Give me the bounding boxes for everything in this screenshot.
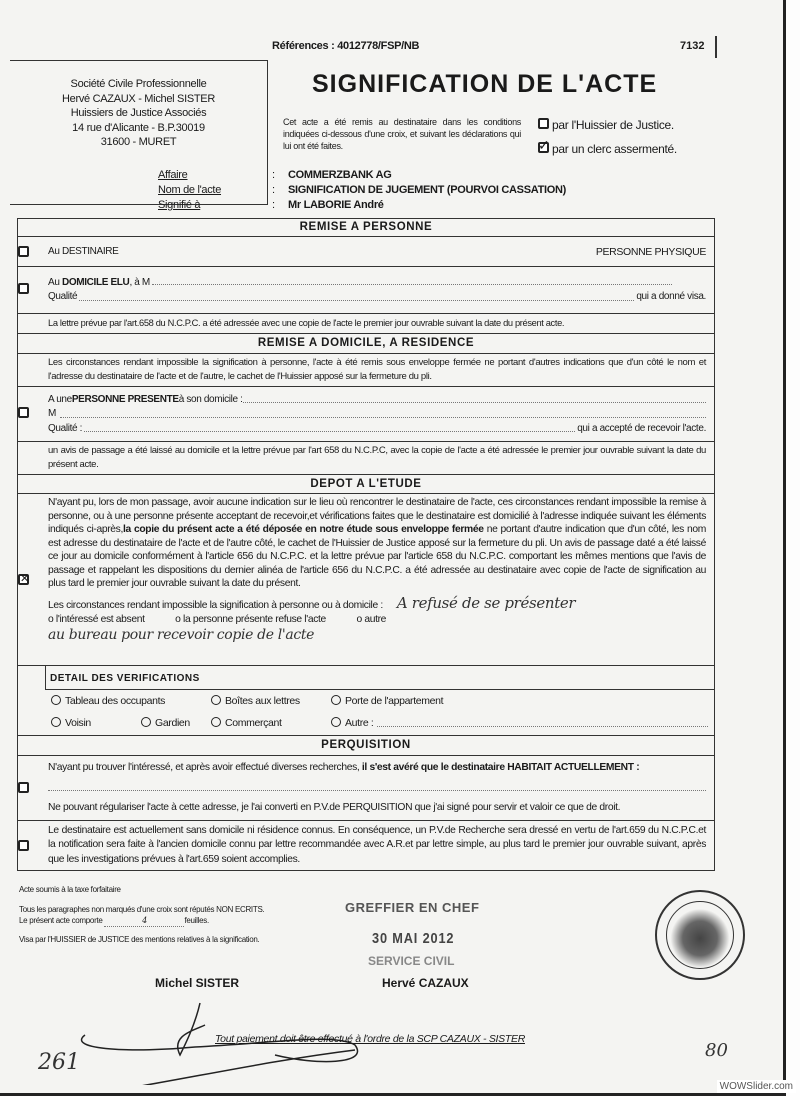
case-value: SIGNIFICATION DE JUGEMENT (POURVOI CASSATION) — [288, 184, 567, 196]
avis-passage-text: un avis de passage a été laissé au domicile et la lettre prévue par l'art 658 du N.C.P.C, avec la copie de l'acte a été adressée le premier jour ouvrable suivant la date du présent acte. — [18, 442, 714, 475]
label: PERSONNE PHYSIQUE — [595, 246, 706, 258]
checkbox[interactable] — [538, 118, 549, 129]
case-value: Mr LABORIE André — [288, 199, 384, 211]
label: Autre : — [345, 717, 374, 729]
case-info: Affaire : COMMERZBANK AG Nom de l'acte : SIGNIFICATION DE JUGEMENT (POURVOI CASSATION) Signifié à : Mr LABORIE André — [158, 169, 567, 211]
option-clerc[interactable] — [538, 137, 677, 156]
handwritten-note: A refusé de se présenter — [396, 593, 576, 612]
text: Visa par l'HUISSIER de JUSTICE des mentions relatives à la signification. — [19, 935, 260, 944]
blank-field[interactable] — [84, 422, 575, 432]
case-label: Affaire — [158, 169, 188, 181]
option-domicile-elu[interactable] — [18, 267, 714, 314]
references: Références : 4012778/FSP/NB — [272, 40, 420, 52]
signification-form — [17, 218, 715, 871]
case-label: Signifié à — [158, 199, 201, 211]
conditions-text: Cet acte a été remis au destinataire dans les conditions indiquées ci-dessous d'une croix, et suivant les déclarations qui lui ont été faites. — [283, 117, 521, 151]
text: Acte soumis à la taxe forfaitaire — [19, 885, 121, 894]
text: Le destinataire est actuellement sans domicile ni résidence connus. En conséquence, un P.V.de Recherche sera dressé en vertu de l'art.659 du N.C.P.C.et la notification sera faite à l'ancien domicile connu par lettre recommandée avec A.R.et par lettre simple, au plus tard le premier jour ouvrable suivant, après que les investigations prévues à l'art.659 soient accomplies. — [48, 825, 706, 865]
label: PERSONNE PRESENTE — [71, 394, 179, 405]
text: Ne pouvant régulariser l'acte à cette adresse, je l'ai converti en P.V.de PERQUISITION que j'ai signé pour servir et valoir ce que de droit. — [48, 801, 621, 813]
option-autre[interactable]: o autre — [356, 613, 387, 625]
blank-field[interactable] — [48, 775, 706, 791]
label: A une — [48, 394, 72, 405]
checkbox[interactable] — [18, 782, 29, 793]
section-remise-domicile: REMISE A DOMICILE, A RESIDENCE — [18, 334, 714, 354]
check-boites[interactable] — [211, 690, 331, 712]
label: à son domicile : — [178, 394, 243, 405]
depot-text — [48, 496, 706, 591]
footer-notes — [19, 884, 264, 945]
stamp-title: GREFFIER EN CHEF — [345, 900, 480, 915]
document-number: 7132 — [680, 40, 705, 52]
blank-field[interactable] — [79, 290, 634, 300]
page-title: SIGNIFICATION DE L'ACTE — [312, 70, 658, 98]
office-line: Société Civile Professionnelle — [70, 78, 207, 90]
text: Tous les paragraphes non marqués d'une croix sont réputés NON ECRITS. — [19, 905, 265, 914]
handwritten-note: au bureau pour recevoir copie de l'acte — [48, 626, 315, 643]
divider — [715, 36, 717, 58]
signer-cazaux: Hervé CAZAUX — [382, 976, 469, 990]
checkbox[interactable] — [18, 840, 29, 851]
option-depot-etude[interactable] — [18, 494, 714, 666]
blank-field[interactable] — [152, 284, 672, 285]
label: qui a accepté de recevoir l'acte. — [577, 422, 706, 434]
option-label: par l'Huissier de Justice. — [552, 118, 674, 132]
label: Boîtes aux lettres — [225, 695, 300, 707]
option-absent[interactable]: o l'intéressé est absent — [48, 613, 145, 625]
case-value: COMMERZBANK AG — [288, 169, 392, 181]
label: Voisin — [65, 717, 91, 729]
checkbox[interactable] — [18, 283, 29, 294]
case-label: Nom de l'acte — [158, 184, 222, 196]
label: M — [48, 408, 56, 420]
check-autre[interactable] — [331, 712, 373, 734]
label: DOMICILE ELU — [61, 277, 130, 288]
text: Le présent acte comporte — [19, 916, 103, 925]
circonstances-label: Les circonstances rendant impossible la signification à personne ou à domicile : — [48, 599, 383, 611]
watermark: WOWSlider.com — [717, 1080, 796, 1093]
circonstances-line — [48, 594, 706, 613]
checkbox[interactable] — [18, 407, 29, 418]
lettre-note: La lettre prévue par l'art.658 du N.C.P.C. a été adressée avec une copie de l'acte le premier jour ouvrable suivant la date du présent acte. — [18, 314, 714, 334]
option-destinataire[interactable] — [18, 237, 714, 267]
check-voisin[interactable] — [51, 712, 141, 734]
blank-field[interactable] — [60, 407, 706, 417]
option-refuse[interactable]: o la personne présente refuse l'acte — [175, 613, 326, 625]
text: la copie du présent acte a été déposée en notre étude sous enveloppe fermée — [122, 524, 484, 535]
stamp-date: 30 MAI 2012 — [372, 930, 455, 947]
check-tableau[interactable] — [51, 690, 211, 712]
office-line: 31600 - MURET — [100, 136, 177, 148]
verifications — [18, 666, 714, 736]
option-personne-presente[interactable] — [18, 387, 714, 442]
text: il s'est avéré que le destinataire HABITAIT ACTUELLEMENT : — [361, 762, 640, 773]
section-depot: DEPOT A L'ETUDE — [18, 475, 714, 494]
label: Qualité : — [48, 422, 83, 434]
option-huissier[interactable] — [538, 118, 674, 132]
circonstances-text: Les circonstances rendant impossible la signification à personne, l'acte à été remis sous enveloppe fermée ne portant d'autres indications que d'un côté le nom et l'adresse du destinataire de l'acte et de l'autre, le cachet de l'Huissier apposé sur la fermeture du pli. — [18, 354, 714, 387]
signer-sister: Michel SISTER — [155, 976, 240, 990]
option-habitait[interactable] — [18, 756, 714, 821]
text: N'ayant pu, lors de mon passage, avoir aucune indication sur le lieu où rencontrer le destinataire de l'acte, ces circonstances rendant impossible la remise à personne, ou à une personne présente acceptant de recevoir,et vérifications faites que le destinataire est domicilié à l'adresse indiquée suivant les éléments indiqués ci-après, — [48, 497, 706, 535]
label: Gardien — [155, 717, 190, 729]
option-sans-domicile[interactable] — [18, 821, 714, 871]
sheet-count: 4 — [104, 915, 184, 927]
handwritten-page-number: 261 — [38, 1050, 80, 1075]
circonstance-options — [48, 613, 706, 627]
check-porte[interactable] — [331, 695, 443, 707]
section-perquisition: PERQUISITION — [18, 736, 714, 756]
official-seal — [655, 890, 745, 980]
payment-note: Tout paiement doit être effectué à l'ordre de la SCP CAZAUX - SISTER — [215, 1033, 525, 1045]
blank-field[interactable] — [377, 712, 708, 727]
verifications-title: DETAIL DES VERIFICATIONS — [45, 666, 714, 690]
label: l'intéressé est absent — [55, 613, 145, 625]
checkbox[interactable] — [18, 246, 29, 257]
check-commercant[interactable] — [211, 712, 331, 734]
check-gardien[interactable] — [141, 712, 211, 734]
label: , à M — [129, 277, 150, 288]
label: Qualité — [48, 291, 78, 303]
office-line: 14 rue d'Alicante - B.P.30019 — [72, 121, 205, 134]
text: N'ayant pu trouver l'intéressé, et après avoir effectué diverses recherches, — [48, 762, 362, 773]
blank-field[interactable] — [243, 393, 706, 403]
label: qui a donné visa. — [636, 291, 706, 303]
office-line: Hervé CAZAUX - Michel SISTER — [62, 92, 215, 105]
checkbox-checked[interactable]: ✓ — [538, 137, 550, 153]
option-label: par un clerc assermenté. — [552, 142, 677, 156]
label: Au DESTINAIRE — [48, 246, 119, 257]
stamp-service: SERVICE CIVIL — [368, 954, 455, 968]
handwritten-number: 80 — [705, 1040, 728, 1061]
text: feuilles. — [184, 916, 209, 925]
label: autre — [364, 613, 387, 625]
label: Commerçant — [225, 717, 282, 729]
label: Au — [48, 277, 62, 288]
section-remise-personne: REMISE A PERSONNE — [18, 219, 714, 237]
text: ne portant d'autre indication que d'un côté, les nom est adresse du destinataire de l'acte et de l'autre côté, le cachet de l'Huissier de Justice apposé sur la fermeture du pli. Un avis de passage daté a été laissé ce jour au domicile conformément à l'article 656 du N.C.P.C. et la lettre prévue par l'article 658 du N.C.P.C. comportant les mêmes mentions que l'avis de passage et rappelant les dispositions du dernier alinéa de l'article 656 du N.C.P.C. a été adressée au destinataire avec copie de l'acte de signification au plus tard le premier jour ouvrable suivant la date du présent. — [48, 524, 707, 589]
label: Tableau des occupants — [65, 695, 166, 707]
label: Porte de l'appartement — [345, 695, 444, 707]
office-line: Huissiers de Justice Associés — [70, 107, 207, 119]
label: la personne présente refuse l'acte — [183, 613, 326, 625]
checkbox-checked[interactable]: ✕ — [20, 573, 29, 585]
